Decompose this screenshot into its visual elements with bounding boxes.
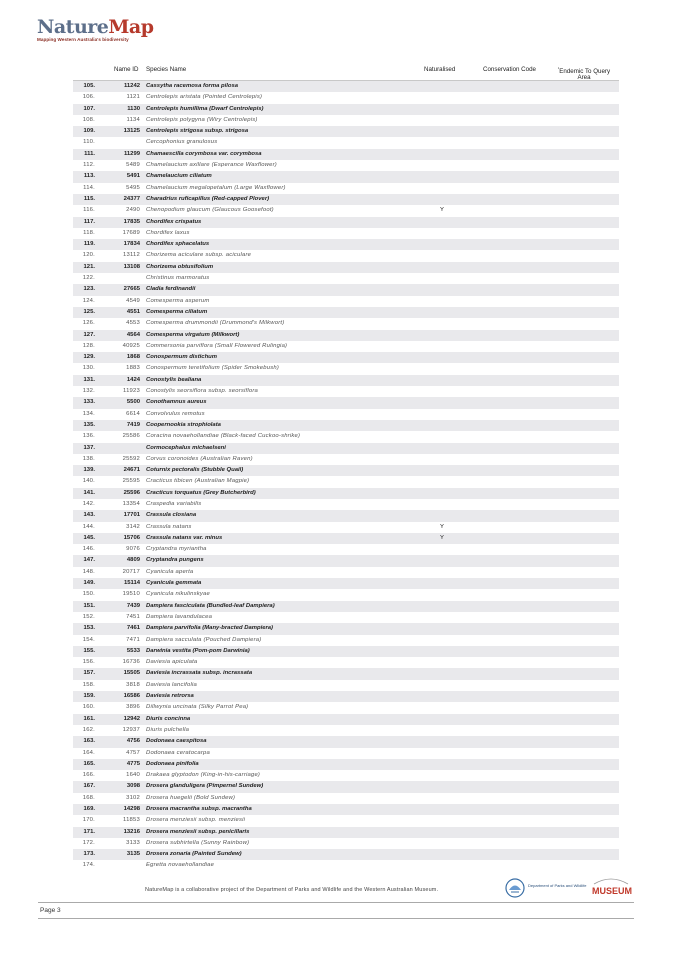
row-number: 144. xyxy=(82,523,95,530)
table-row xyxy=(73,736,619,747)
name-id: 11242 xyxy=(123,83,140,89)
name-id: 5500 xyxy=(126,399,140,406)
row-number: 136. xyxy=(82,433,95,440)
name-id: 24377 xyxy=(123,195,140,202)
name-id: 4757 xyxy=(126,749,140,756)
name-id: 5533 xyxy=(126,647,140,654)
row-number: 132. xyxy=(82,388,95,395)
species-name: Daviesia lancifolia xyxy=(146,681,197,688)
table-row xyxy=(73,205,619,216)
species-name: Daviesia incrassata subsp. incrassata xyxy=(146,670,253,677)
name-id: 16736 xyxy=(122,659,140,666)
name-id: 17834 xyxy=(123,241,140,248)
table-row xyxy=(73,567,619,578)
species-name: Craspedia variabilis xyxy=(146,500,202,507)
row-number: 150. xyxy=(82,591,95,598)
species-name: Dodonaea pinifolia xyxy=(146,760,199,767)
table-row xyxy=(73,657,619,668)
row-number: 125. xyxy=(83,308,95,315)
species-name: Daviesia apiculata xyxy=(146,659,198,666)
name-id: 9076 xyxy=(126,546,140,553)
species-name: Cyanicula aperta xyxy=(146,568,194,575)
name-id: 13354 xyxy=(122,500,140,507)
dpw-logo-text: Department of Parks and Wildlife xyxy=(528,883,587,888)
row-number: 135. xyxy=(83,421,95,428)
name-id: 40925 xyxy=(122,342,140,349)
row-number: 118. xyxy=(83,229,95,236)
row-number: 126. xyxy=(82,320,95,327)
table-row xyxy=(73,476,619,487)
name-id: 15505 xyxy=(123,670,140,677)
name-id: 13125 xyxy=(123,128,140,135)
row-number: 159. xyxy=(83,693,95,700)
species-name: Comesperma asperum xyxy=(146,297,210,304)
table-row xyxy=(73,522,619,533)
name-id: 19510 xyxy=(122,591,140,598)
table-row xyxy=(73,770,619,781)
table-row xyxy=(73,443,619,454)
table-row xyxy=(73,714,619,725)
species-name: Cracticus torquatus (Grey Butcherbird) xyxy=(146,489,256,496)
species-name: Chamelaucium megalopetalum (Large Waxflower) xyxy=(146,184,286,191)
species-name: Commersonia parviflora (Small Flowered Rulingia) xyxy=(146,342,288,349)
name-id: 7471 xyxy=(126,636,140,643)
naturemap-logo xyxy=(37,17,154,42)
table-row xyxy=(73,409,619,420)
species-name: Drosera glanduligera (Pimpernel Sundew) xyxy=(146,783,264,790)
name-id: 25596 xyxy=(123,489,140,496)
table-row xyxy=(73,589,619,600)
name-id: 13112 xyxy=(123,252,140,259)
row-number: 113. xyxy=(83,173,95,180)
row-number: 134. xyxy=(82,410,95,417)
table-row xyxy=(73,454,619,465)
row-number: 164. xyxy=(82,749,95,756)
table-row xyxy=(73,420,619,431)
table-header xyxy=(0,66,675,80)
table-row xyxy=(73,81,619,92)
header-conservation-code: Conservation Code xyxy=(483,66,536,73)
name-id: 3133 xyxy=(126,839,140,846)
name-id: 7439 xyxy=(126,602,140,609)
species-name: Daviesia retrorsa xyxy=(146,693,194,700)
species-name: Coracina novaehollandiae (Black-faced Cuckoo-shrike) xyxy=(146,433,301,440)
species-name: Comesperma virgatum (Milkwort) xyxy=(146,331,240,338)
species-name: Diuris concinna xyxy=(146,715,191,722)
table-row xyxy=(73,781,619,792)
table-row xyxy=(73,307,619,318)
table-row xyxy=(73,635,619,646)
name-id: 25592 xyxy=(122,455,140,462)
endemic-footnote-mark: ¹ xyxy=(557,66,560,71)
species-name: Centrolepis humillima (Dwarf Centrolepis) xyxy=(146,105,264,112)
name-id: 12942 xyxy=(123,715,140,722)
row-number: 130. xyxy=(82,365,95,372)
name-id: 4553 xyxy=(126,320,140,327)
species-name: Conothamnus aureus xyxy=(146,399,207,406)
table-row xyxy=(73,544,619,555)
naturalised-flag: Y xyxy=(440,534,444,541)
table-row xyxy=(73,341,619,352)
name-id: 15114 xyxy=(123,580,140,587)
species-name: Chamelaucium axillare (Esperance Waxflower) xyxy=(146,162,277,169)
header-species: Species Name xyxy=(146,66,187,73)
row-number: 151. xyxy=(83,602,95,609)
species-name: Conostylis seorsiflora subsp. seorsiflora xyxy=(146,388,258,395)
table-row xyxy=(73,431,619,442)
row-number: 172. xyxy=(82,839,95,846)
footer-credit: NatureMap is a collaborative project of the Department of Parks and Wildlife and the Western Australian Museum. xyxy=(145,887,439,893)
row-number: 128. xyxy=(82,342,95,349)
row-number: 123. xyxy=(83,286,95,293)
name-id: 17835 xyxy=(123,218,140,225)
row-number: 127. xyxy=(83,331,95,338)
name-id: 4775 xyxy=(126,760,140,767)
name-id: 3098 xyxy=(126,783,140,790)
name-id: 4549 xyxy=(126,297,140,304)
name-id: 3818 xyxy=(126,681,140,688)
table-row xyxy=(73,386,619,397)
name-id: 16586 xyxy=(123,693,140,700)
table-row xyxy=(73,352,619,363)
species-name: Coturnix pectoralis (Stubble Quail) xyxy=(146,467,244,474)
row-number: 143. xyxy=(83,512,95,519)
row-number: 162. xyxy=(82,726,95,733)
table-row xyxy=(73,748,619,759)
row-number: 157. xyxy=(83,670,95,677)
name-id: 11923 xyxy=(123,388,140,395)
species-name: Cryptandra pungens xyxy=(146,557,204,564)
table-row xyxy=(73,533,619,544)
table-row xyxy=(73,827,619,838)
name-id: 1130 xyxy=(127,105,140,112)
name-id: 12937 xyxy=(122,726,140,733)
species-name: Comesperma ciliatum xyxy=(146,308,208,315)
row-number: 167. xyxy=(83,783,95,790)
row-number: 108. xyxy=(82,116,95,123)
species-name: Egretta novaehollandiae xyxy=(146,862,215,869)
name-id: 3135 xyxy=(126,851,140,858)
table-row xyxy=(73,793,619,804)
table-row xyxy=(73,838,619,849)
header-name-id: Name ID xyxy=(114,66,139,73)
row-number: 115. xyxy=(83,195,95,202)
row-number: 122. xyxy=(82,275,95,282)
table-row xyxy=(73,555,619,566)
row-number: 137. xyxy=(83,444,95,451)
row-number: 139. xyxy=(83,467,95,474)
row-number: 156. xyxy=(82,659,95,666)
species-name: Dampiera lavandulacea xyxy=(146,613,213,620)
row-number: 169. xyxy=(83,806,95,812)
name-id: 5489 xyxy=(126,162,140,169)
row-number: 120. xyxy=(82,252,95,259)
name-id: 6614 xyxy=(126,410,140,417)
logo-title: NatureMap xyxy=(37,16,154,38)
name-id: 5491 xyxy=(126,173,140,180)
table-row xyxy=(73,601,619,612)
table-row xyxy=(73,296,619,307)
row-number: 153. xyxy=(83,625,95,632)
name-id: 14298 xyxy=(123,806,140,812)
species-name: Chorizema aciculare subsp. aciculare xyxy=(146,252,252,259)
row-number: 110. xyxy=(83,139,95,146)
species-name: Drosera menziesii subsp. penicillaris xyxy=(146,828,250,835)
name-id: 11853 xyxy=(123,817,140,824)
species-name: Chenopodium glaucum (Glaucous Goosefoot) xyxy=(146,207,274,214)
table-row xyxy=(73,646,619,657)
table-row xyxy=(73,92,619,103)
species-table xyxy=(73,81,619,872)
name-id: 7461 xyxy=(126,625,140,632)
name-id: 27665 xyxy=(123,286,140,293)
species-name: Drosera macrantha subsp. macrantha xyxy=(146,806,252,812)
table-row xyxy=(73,510,619,521)
name-id: 3896 xyxy=(126,704,140,711)
species-name: Crassula natans var. minus xyxy=(146,534,223,541)
logo-subtitle: Mapping Western Australia's biodiversity xyxy=(37,37,129,42)
row-number: 140. xyxy=(82,478,95,485)
row-number: 174. xyxy=(82,862,95,869)
row-number: 112. xyxy=(83,162,95,169)
row-number: 138. xyxy=(82,455,95,462)
table-row xyxy=(73,137,619,148)
species-name: Dodonaea ceratocarpa xyxy=(146,749,210,756)
species-name: Coopernookia strophiolata xyxy=(146,421,221,428)
name-id: 17701 xyxy=(123,512,140,519)
name-id: 7419 xyxy=(126,421,140,428)
table-row xyxy=(73,702,619,713)
table-row xyxy=(73,318,619,329)
row-number: 107. xyxy=(83,105,95,112)
row-number: 155. xyxy=(83,647,95,654)
name-id: 4564 xyxy=(126,331,140,338)
name-id: 1868 xyxy=(126,354,140,361)
species-name: Centrolepis strigosa subsp. strigosa xyxy=(146,128,249,135)
row-number: 129. xyxy=(83,354,95,361)
name-id: 17689 xyxy=(122,229,140,236)
species-name: Cyanicula nikulinskyae xyxy=(146,591,210,598)
row-number: 146. xyxy=(82,546,95,553)
species-name: Darwinia vestita (Pom-pom Darwinia) xyxy=(146,647,250,654)
footer-rule-bottom xyxy=(38,918,634,919)
table-row xyxy=(73,612,619,623)
row-number: 158. xyxy=(82,681,95,688)
table-row xyxy=(73,623,619,634)
dpw-logo xyxy=(505,877,587,899)
table-row xyxy=(73,759,619,770)
name-id: 11299 xyxy=(123,150,140,157)
row-number: 116. xyxy=(83,207,95,214)
table-row xyxy=(73,149,619,160)
name-id: 25586 xyxy=(122,433,140,440)
table-row xyxy=(73,488,619,499)
species-name: Cormocephalus michaelseni xyxy=(146,444,226,451)
species-name: Cassytha racemosa forma pilosa xyxy=(146,83,239,89)
row-number: 124. xyxy=(82,297,95,304)
row-number: 109. xyxy=(83,128,95,135)
species-name: Cercophonius granulosus xyxy=(146,139,218,146)
species-name: Chordifex laxus xyxy=(146,229,190,236)
table-row xyxy=(73,273,619,284)
table-row xyxy=(73,815,619,826)
table-row xyxy=(73,691,619,702)
species-name: Conospermum teretifolium (Spider Smokebush) xyxy=(146,365,280,372)
row-number: 141. xyxy=(83,489,95,496)
naturalised-flag: Y xyxy=(440,523,444,530)
row-number: 154. xyxy=(82,636,95,643)
species-name: Diuris pulchella xyxy=(146,726,190,733)
row-number: 119. xyxy=(83,241,95,248)
table-row xyxy=(73,465,619,476)
species-name: Dampiera parvifolia (Many-bracted Dampiera) xyxy=(146,625,274,632)
table-row xyxy=(73,115,619,126)
species-name: Chordifex crispatus xyxy=(146,218,202,225)
name-id: 7451 xyxy=(126,613,140,620)
naturalised-flag: Y xyxy=(440,207,444,214)
name-id: 15706 xyxy=(123,534,140,541)
table-row xyxy=(73,375,619,386)
row-number: 106. xyxy=(82,94,95,101)
species-name: Cyanicula gemmata xyxy=(146,580,202,587)
table-row xyxy=(73,239,619,250)
table-row xyxy=(73,860,619,871)
name-id: 1424 xyxy=(126,376,140,383)
table-row xyxy=(73,849,619,860)
species-name: Drosera zonaria (Painted Sundew) xyxy=(146,851,242,858)
name-id: 13216 xyxy=(123,828,140,835)
name-id: 20717 xyxy=(122,568,140,575)
species-name: Chamelaucium ciliatum xyxy=(146,173,212,180)
table-row xyxy=(73,262,619,273)
species-name: Cracticus tibicen (Australian Magpie) xyxy=(146,478,250,485)
species-name: Centrolepis polygyna (Wiry Centrolepis) xyxy=(146,116,258,123)
table-row xyxy=(73,171,619,182)
name-id: 24671 xyxy=(123,467,140,474)
footer-rule-top xyxy=(38,902,634,903)
row-number: 133. xyxy=(83,399,95,406)
table-row xyxy=(73,725,619,736)
museum-logo-text: MUSEUM xyxy=(592,886,632,896)
row-number: 152. xyxy=(82,613,95,620)
species-name: Convolvulus remotus xyxy=(146,410,205,417)
table-row xyxy=(73,126,619,137)
table-row xyxy=(73,680,619,691)
name-id: 1134 xyxy=(126,116,140,123)
species-name: Corvus coronoides (Australian Raven) xyxy=(146,455,253,462)
header-naturalised: Naturalised xyxy=(424,66,456,73)
species-name: Drosera huegelii (Bold Sundew) xyxy=(146,794,236,801)
table-row xyxy=(73,397,619,408)
table-row xyxy=(73,250,619,261)
species-name: Chorizema obtusifolium xyxy=(146,263,214,270)
table-row xyxy=(73,160,619,171)
name-id: 3102 xyxy=(126,794,140,801)
species-name: Dampiera fasciculata (Bundled-leaf Dampiera) xyxy=(146,602,275,609)
table-row xyxy=(73,804,619,815)
name-id: 5495 xyxy=(126,184,140,191)
species-name: Chordifex sphacelatus xyxy=(146,241,210,248)
table-row xyxy=(73,330,619,341)
row-number: 168. xyxy=(82,794,95,801)
species-name: Conostylis bealiana xyxy=(146,376,202,383)
name-id: 3142 xyxy=(126,523,140,530)
species-name: Drosera menziesii subsp. menziesii xyxy=(146,817,246,824)
table-row xyxy=(73,104,619,115)
page-number: Page 3 xyxy=(40,907,61,914)
row-number: 165. xyxy=(83,760,95,767)
table-row xyxy=(73,183,619,194)
row-number: 171. xyxy=(83,828,95,835)
header-endemic: $^{^1}$Endemic To Query Area xyxy=(557,66,611,82)
species-name: Crassula natans xyxy=(146,523,192,530)
name-id: 25595 xyxy=(122,478,140,485)
row-number: 117. xyxy=(83,218,95,225)
table-row xyxy=(73,499,619,510)
species-name: Crassula closiana xyxy=(146,512,197,519)
table-row xyxy=(73,228,619,239)
row-number: 142. xyxy=(82,500,95,507)
species-name: Chamaescilla corymbosa var. corymbosa xyxy=(146,150,262,157)
row-number: 111. xyxy=(84,150,95,157)
species-name: Cladia ferdinandii xyxy=(146,286,196,293)
row-number: 148. xyxy=(82,568,95,575)
name-id: 2490 xyxy=(126,207,140,214)
name-id: 4809 xyxy=(126,557,140,564)
species-name: Drosera subhirtella (Sunny Rainbow) xyxy=(146,839,250,846)
table-row xyxy=(73,284,619,295)
species-name: Christinus marmoratus xyxy=(146,275,210,282)
name-id: 1121 xyxy=(126,94,140,101)
table-row xyxy=(73,194,619,205)
species-name: Drakaea glyptodon (King-in-his-carriage) xyxy=(146,772,261,779)
species-name: Dodonaea caespitosa xyxy=(146,738,207,745)
row-number: 147. xyxy=(83,557,95,564)
table-row xyxy=(73,578,619,589)
row-number: 163. xyxy=(83,738,95,745)
row-number: 170. xyxy=(82,817,95,824)
species-name: Comesperma drummondii (Drummond's Milkwort) xyxy=(146,320,285,327)
table-row xyxy=(73,363,619,374)
name-id: 4756 xyxy=(126,738,140,745)
species-name: Conospermum distichum xyxy=(146,354,218,361)
table-row xyxy=(73,217,619,228)
name-id: 1883 xyxy=(126,365,140,372)
row-number: 166. xyxy=(82,772,95,779)
species-name: Dampiera sacculata (Pouched Dampiera) xyxy=(146,636,262,643)
species-name: Cryptandra myriantha xyxy=(146,546,207,553)
row-number: 121. xyxy=(83,263,95,270)
row-number: 145. xyxy=(83,534,95,541)
table-row xyxy=(73,668,619,679)
species-name: Dillwynia uncinata (Silky Parrot Pea) xyxy=(146,704,249,711)
row-number: 149. xyxy=(83,580,95,587)
name-id: 1640 xyxy=(126,772,140,779)
row-number: 160. xyxy=(82,704,95,711)
species-name: Centrolepis aristata (Pointed Centrolepis) xyxy=(146,94,263,101)
name-id: 4551 xyxy=(126,308,140,315)
row-number: 131. xyxy=(83,376,95,383)
row-number: 173. xyxy=(83,851,95,858)
species-name: Charadrius ruficapillus (Red-capped Plover) xyxy=(146,195,270,202)
row-number: 114. xyxy=(83,184,95,191)
row-number: 161. xyxy=(83,715,95,722)
museum-logo xyxy=(590,876,632,900)
name-id: 13108 xyxy=(123,263,140,270)
row-number: 105. xyxy=(83,83,95,89)
